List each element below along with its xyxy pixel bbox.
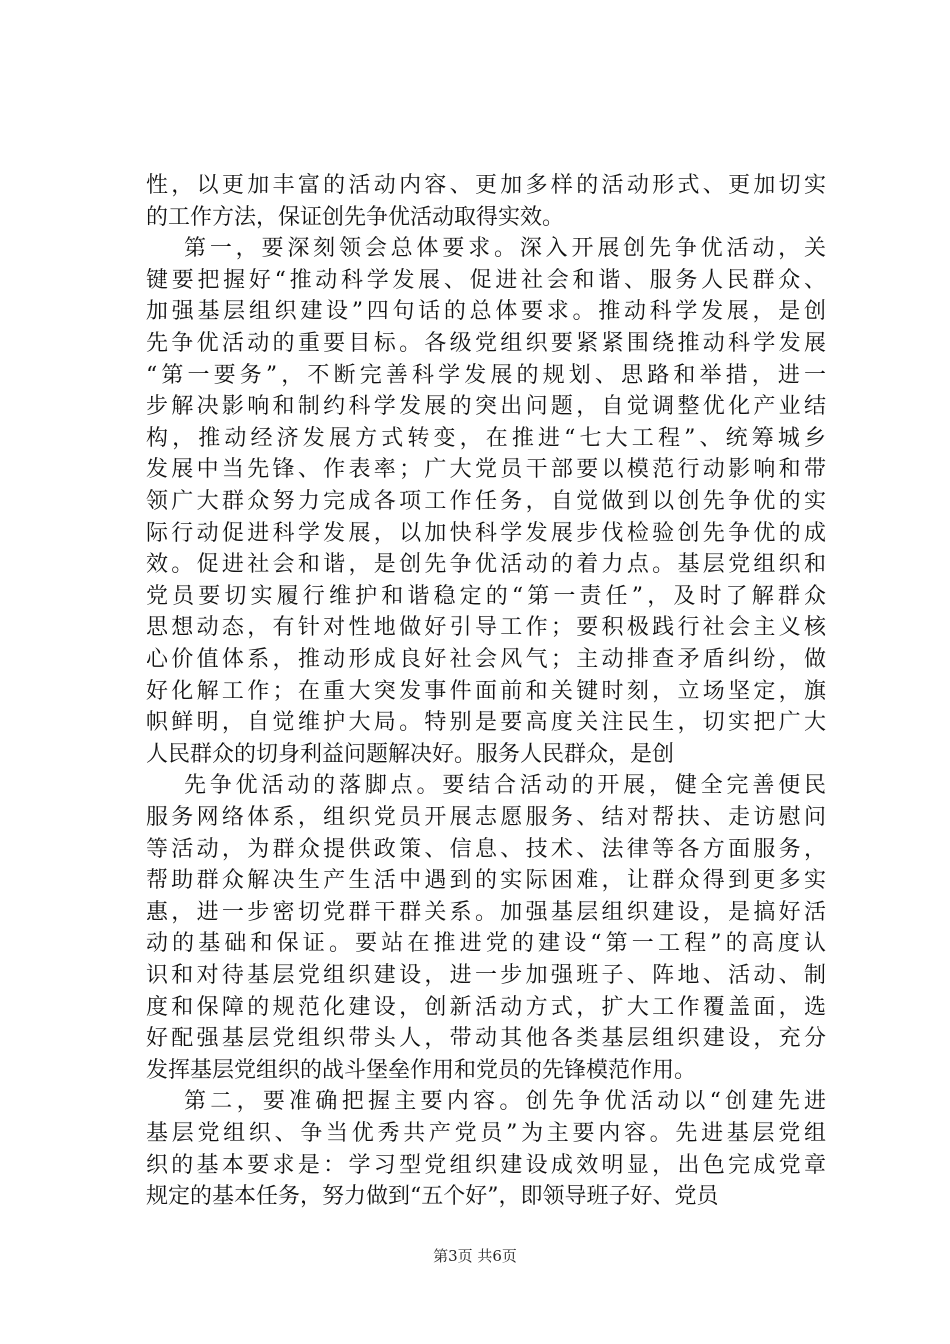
text-line-7: “第一要务”，不断完善科学发展的规划、思路和举措，进一 xyxy=(146,362,826,388)
text-line-17: 好化解工作；在重大突发事件面前和关键时刻，立场坚定，旗 xyxy=(146,678,826,704)
text-line-15: 思想动态，有针对性地做好引导工作；要积极践行社会主义核 xyxy=(146,615,826,641)
text-line-29: 发挥基层党组织的战斗堡垒作用和党员的先锋模范作用。 xyxy=(146,1057,697,1083)
text-line-28: 好配强基层党组织带头人，带动其他各类基层组织建设，充分 xyxy=(146,1026,826,1052)
text-line-30: 第二，要准确把握主要内容。创先争优活动以“创建先进 xyxy=(184,1089,826,1115)
text-line-5: 加强基层组织建设”四句话的总体要求。推动科学发展，是创 xyxy=(146,299,826,325)
text-line-9: 构，推动经济发展方式转变，在推进“七大工程”、统筹城乡 xyxy=(146,425,826,451)
text-line-12: 际行动促进科学发展，以加快科学发展步伐检验创先争优的成 xyxy=(146,520,826,546)
text-line-19: 人民群众的切身利益问题解决好。服务人民群众，是创 xyxy=(146,741,675,767)
text-line-4: 键要把握好“推动科学发展、促进社会和谐、服务人民群众、 xyxy=(146,267,826,293)
text-line-23: 帮助群众解决生产生活中遇到的实际困难，让群众得到更多实 xyxy=(146,868,826,894)
text-line-3: 第一，要深刻领会总体要求。深入开展创先争优活动，关 xyxy=(184,236,826,262)
text-line-27: 度和保障的规范化建设，创新活动方式，扩大工作覆盖面，选 xyxy=(146,994,826,1020)
text-line-20: 先争优活动的落脚点。要结合活动的开展，健全完善便民 xyxy=(184,773,826,799)
text-line-24: 惠，进一步密切党群干群关系。加强基层组织建设，是搞好活 xyxy=(146,899,826,925)
text-line-2: 的工作方法，保证创先争优活动取得实效。 xyxy=(146,204,565,230)
text-line-18: 帜鲜明，自觉维护大局。特别是要高度关注民生，切实把广大 xyxy=(146,710,826,736)
text-line-22: 等活动，为群众提供政策、信息、技术、法律等各方面服务， xyxy=(146,836,826,862)
page-number-footer: 第3页 共6页 xyxy=(433,1247,517,1265)
text-line-11: 领广大群众努力完成各项工作任务，自觉做到以创先争优的实 xyxy=(146,489,826,514)
text-line-1: 性，以更加丰富的活动内容、更加多样的活动形式、更加切实 xyxy=(146,173,826,198)
text-line-32: 织的基本要求是：学习型党组织建设成效明显，出色完成党章 xyxy=(146,1152,826,1178)
text-line-33: 规定的基本任务，努力做到“五个好”，即领导班子好、党员 xyxy=(146,1184,719,1210)
text-line-14: 党员要切实履行维护和谐稳定的“第一责任”，及时了解群众 xyxy=(146,583,826,609)
text-line-31: 基层党组织、争当优秀共产党员”为主要内容。先进基层党组 xyxy=(146,1121,826,1146)
text-line-6: 先争优活动的重要目标。各级党组织要紧紧围绕推动科学发展 xyxy=(146,331,826,356)
text-line-13: 效。促进社会和谐，是创先争优活动的着力点。基层党组织和 xyxy=(146,552,826,578)
text-line-26: 识和对待基层党组织建设，进一步加强班子、阵地、活动、制 xyxy=(146,963,826,988)
text-line-16: 心价值体系，推动形成良好社会风气；主动排查矛盾纠纷，做 xyxy=(146,647,826,672)
text-line-25: 动的基础和保证。要站在推进党的建设“第一工程”的高度认 xyxy=(146,931,826,957)
text-line-8: 步解决影响和制约科学发展的突出问题，自觉调整优化产业结 xyxy=(146,394,826,420)
text-line-10: 发展中当先锋、作表率；广大党员干部要以模范行动影响和带 xyxy=(146,457,826,483)
text-line-21: 服务网络体系，组织党员开展志愿服务、结对帮扶、走访慰问 xyxy=(146,805,826,830)
